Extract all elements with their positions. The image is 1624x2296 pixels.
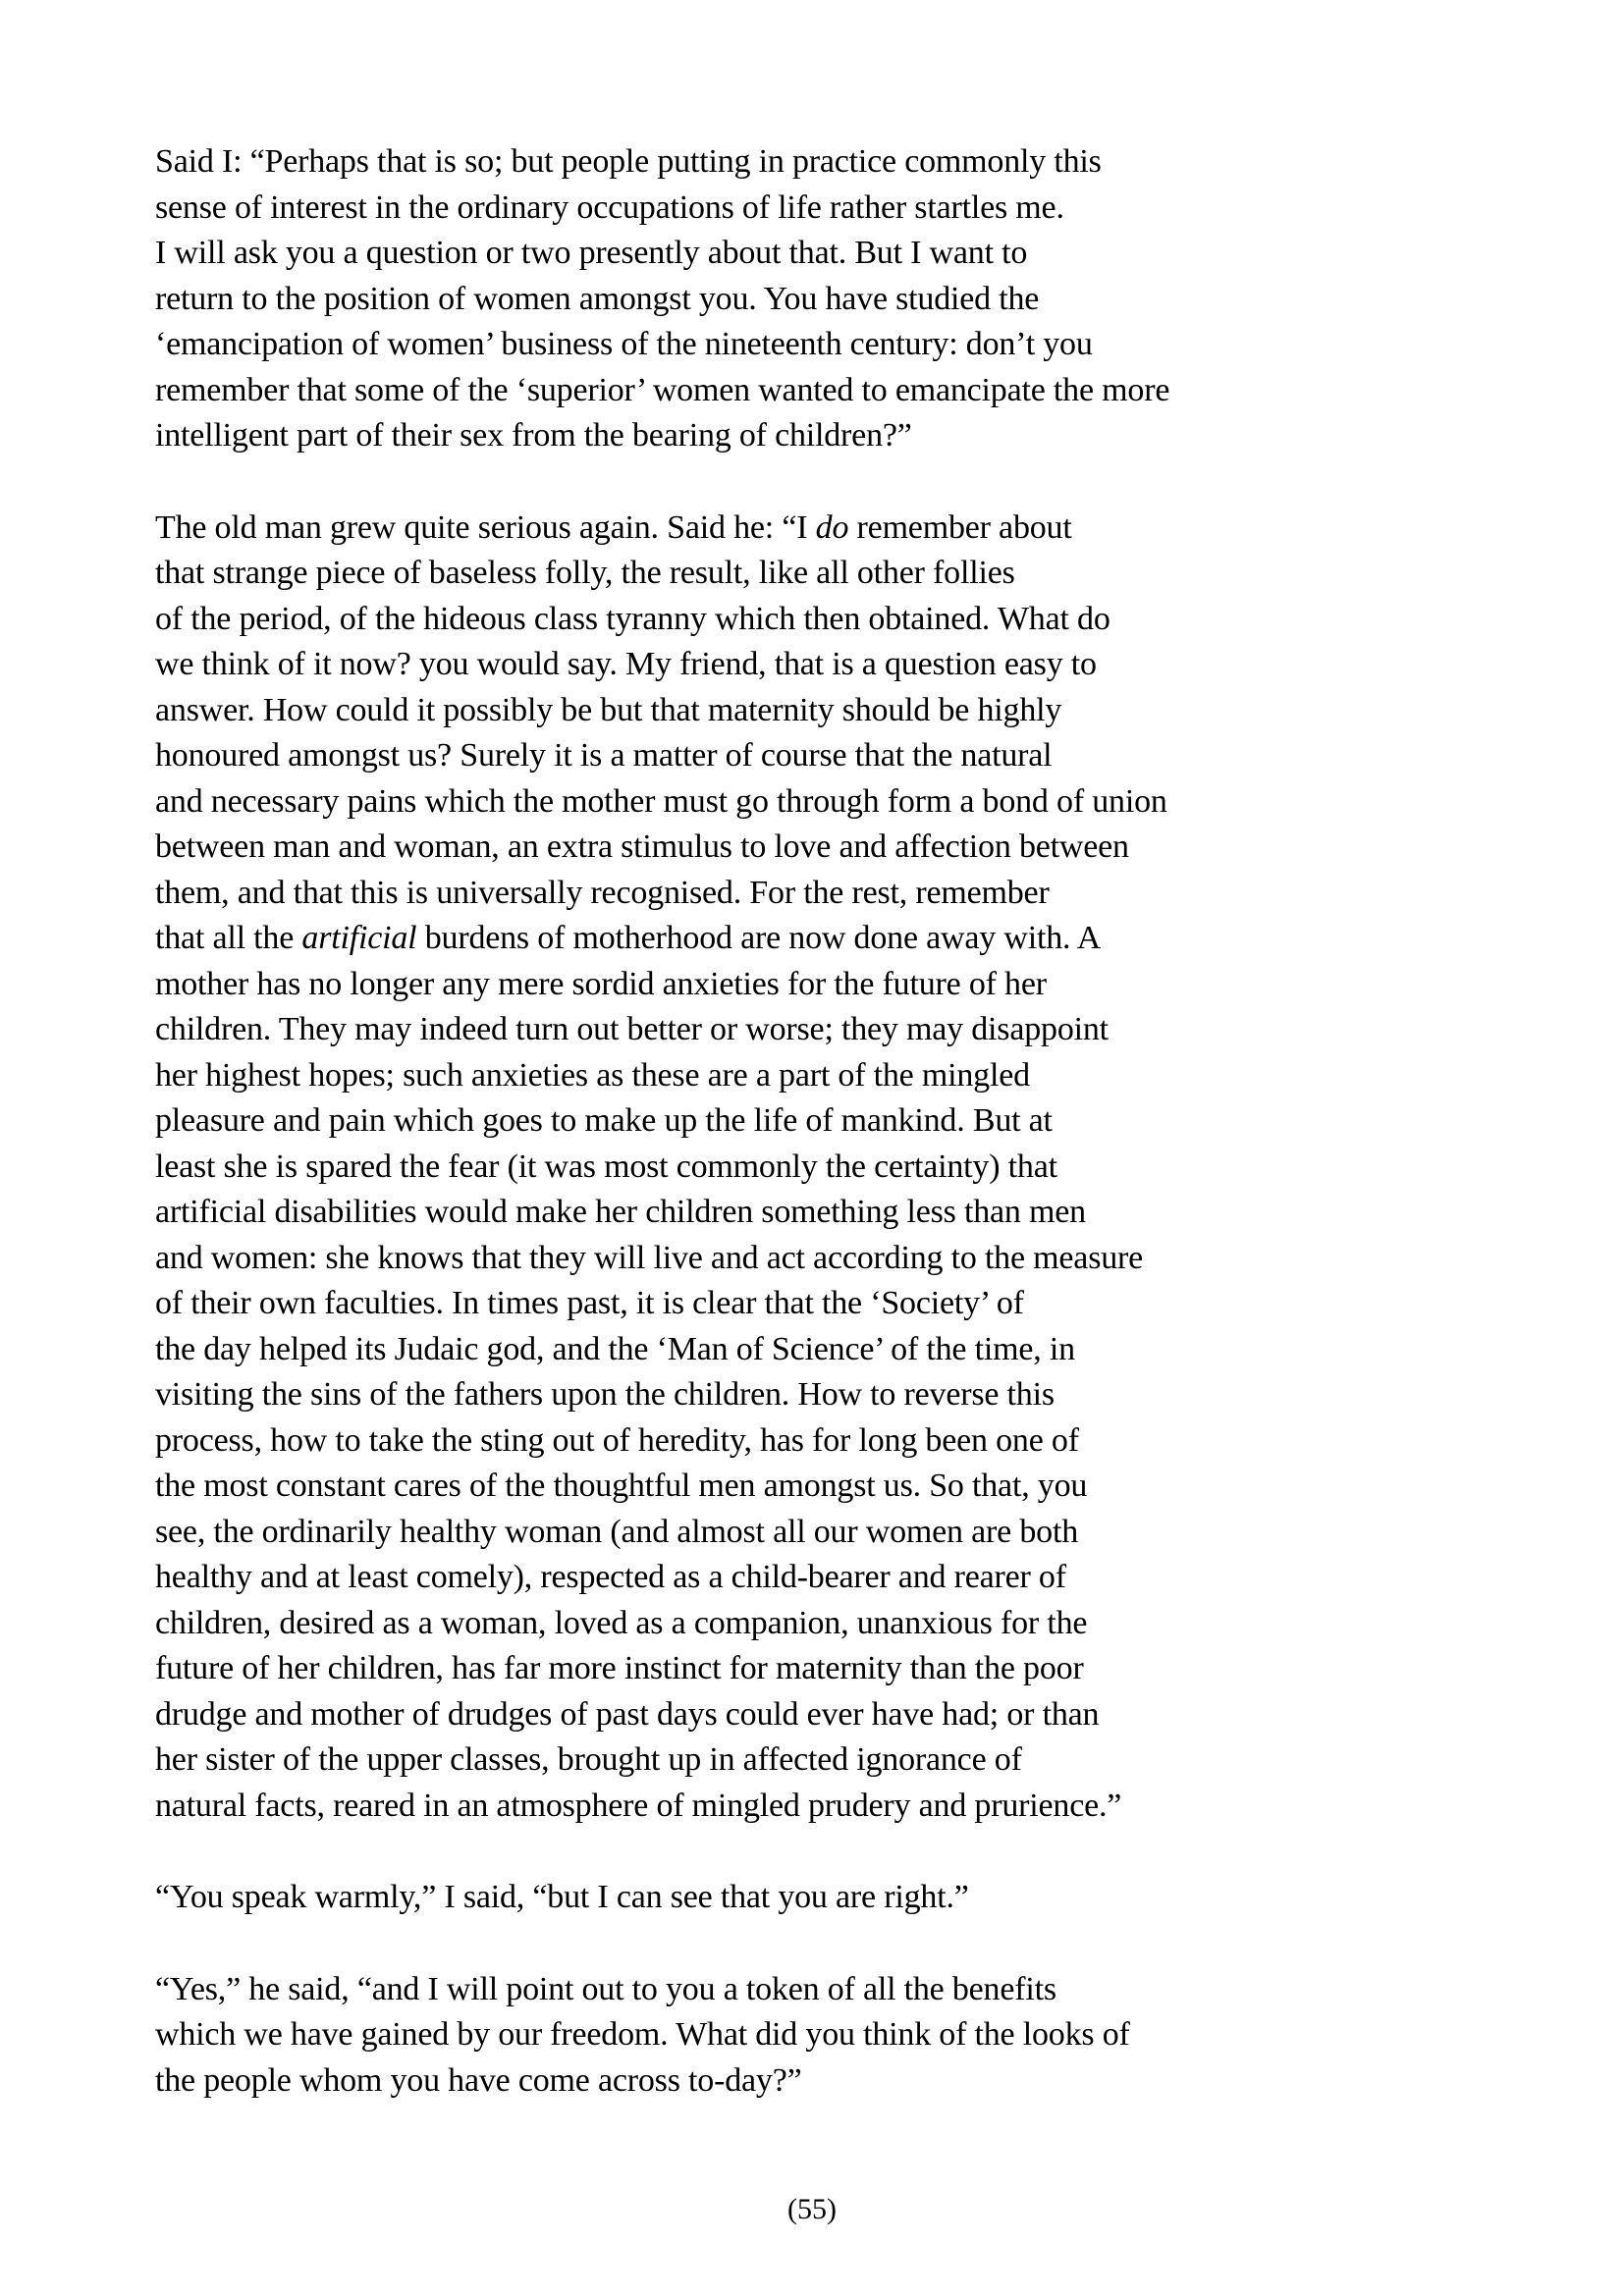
text-line: sense of interest in the ordinary occupations of life rather startles me. bbox=[155, 188, 1064, 226]
text-line: mother has no longer any mere sordid anxieties for the future of her bbox=[155, 965, 1047, 1002]
text-line: intelligent part of their sex from the bearing of children?” bbox=[155, 417, 912, 454]
paragraph bbox=[155, 506, 1490, 1830]
text-line: ‘emancipation of women’ business of the nineteenth century: don’t you bbox=[155, 326, 1093, 362]
text-line: I will ask you a question or two presently about that. But I want to bbox=[155, 235, 1028, 271]
text-line: answer. How could it possibly be but that maternity should be highly bbox=[155, 691, 1062, 728]
text-line: and women: she knows that they will live and act according to the measure bbox=[155, 1239, 1144, 1276]
text-line: The old man grew quite serious again. Said he: “I do remember about bbox=[155, 508, 1072, 546]
text-line: drudge and mother of drudges of past days could ever have had; or than bbox=[155, 1695, 1100, 1733]
text-line: of their own faculties. In times past, it is clear that the ‘Society’ of bbox=[155, 1285, 1024, 1321]
text-line: them, and that this is universally recognised. For the rest, remember bbox=[155, 874, 1050, 911]
text-line: natural facts, reared in an atmosphere of mingled prudery and prurience.” bbox=[155, 1787, 1122, 1824]
page-number: (55) bbox=[787, 2193, 837, 2225]
text-line: that all the artificial burdens of motherhood are now done away with. A bbox=[155, 920, 1102, 956]
page-text bbox=[155, 139, 1490, 2150]
text-line: the day helped its Judaic god, and the ‘Man of Science’ of the time, in bbox=[155, 1330, 1075, 1367]
text-line: future of her children, has far more instinct for maternity than the poor bbox=[155, 1650, 1084, 1686]
text-line: between man and woman, an extra stimulus to love and affection between bbox=[155, 828, 1129, 865]
text-line: artificial disabilities would make her children something less than men bbox=[155, 1194, 1086, 1230]
text-line: which we have gained by our freedom. What did you think of the looks of bbox=[155, 2016, 1130, 2053]
text-line: see, the ordinarily healthy woman (and almost all our women are both bbox=[155, 1513, 1079, 1550]
text-line: honoured amongst us? Surely it is a matter of course that the natural bbox=[155, 737, 1053, 774]
text-line: that strange piece of baseless folly, the result, like all other follies bbox=[155, 555, 1015, 591]
text-line: and necessary pains which the mother must go through form a bond of union bbox=[155, 782, 1167, 820]
text-line: “Yes,” he said, “and I will point out to you a token of all the benefits bbox=[155, 1970, 1056, 2007]
text-line: children. They may indeed turn out better or worse; they may disappoint bbox=[155, 1011, 1109, 1047]
text-line: children, desired as a woman, loved as a companion, unanxious for the bbox=[155, 1604, 1088, 1641]
text-line: the most constant cares of the thoughtful men amongst us. So that, you bbox=[155, 1468, 1088, 1504]
text-line: her sister of the upper classes, brought up in affected ignorance of bbox=[155, 1741, 1022, 1778]
text-line: return to the position of women amongst you. You have studied the bbox=[155, 280, 1040, 317]
paragraph bbox=[155, 1875, 1490, 1921]
text-line: we think of it now? you would say. My friend, that is a question easy to bbox=[155, 646, 1097, 682]
paragraph bbox=[155, 139, 1490, 459]
text-line: visiting the sins of the fathers upon the children. How to reverse this bbox=[155, 1376, 1055, 1413]
text-line: pleasure and pain which goes to make up the life of mankind. But at bbox=[155, 1102, 1053, 1139]
text-line: Said I: “Perhaps that is so; but people putting in practice commonly this bbox=[155, 143, 1102, 180]
text-line: healthy and at least comely), respected as a child-bearer and rearer of bbox=[155, 1559, 1066, 1595]
text-line: least she is spared the fear (it was most commonly the certainty) that bbox=[155, 1148, 1057, 1185]
text-line: remember that some of the ‘superior’ women wanted to emancipate the more bbox=[155, 371, 1170, 408]
text-line: her highest hopes; such anxieties as these are a part of the mingled bbox=[155, 1056, 1030, 1094]
text-line: “You speak warmly,” I said, “but I can see that you are right.” bbox=[155, 1879, 969, 1915]
text-line: of the period, of the hideous class tyranny which then obtained. What do bbox=[155, 600, 1110, 637]
paragraph bbox=[155, 1967, 1490, 2105]
text-line: process, how to take the sting out of heredity, has for long been one of bbox=[155, 1421, 1079, 1459]
text-line: the people whom you have come across to-day?” bbox=[155, 2061, 802, 2099]
